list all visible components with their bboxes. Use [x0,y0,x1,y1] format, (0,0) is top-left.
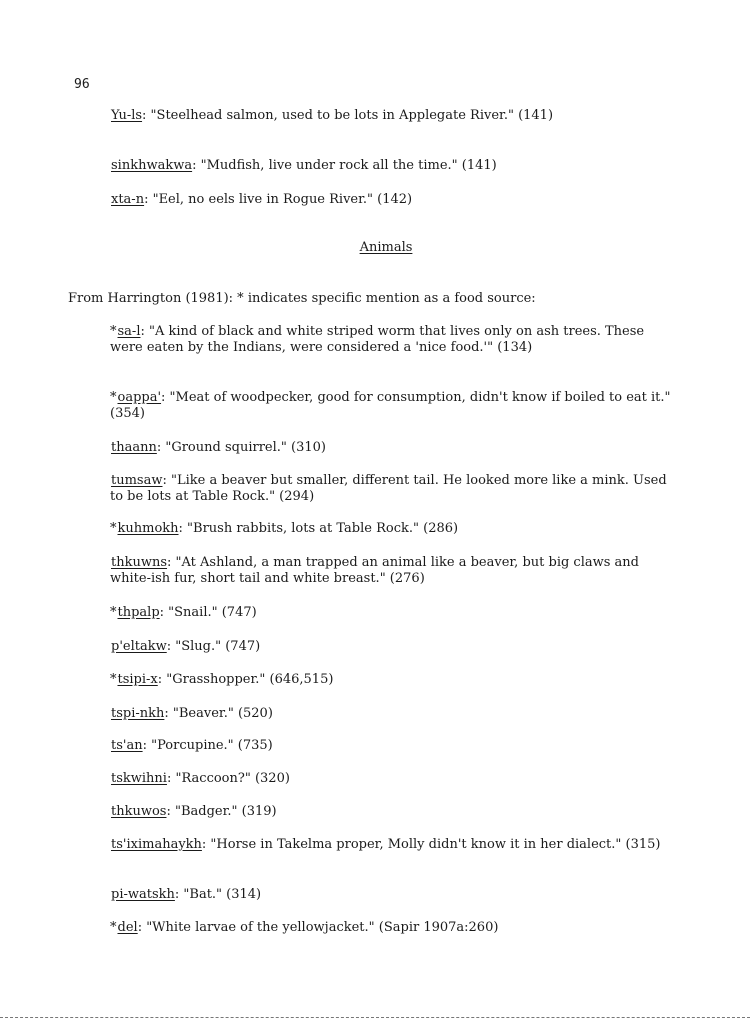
entry-term: ts'an [111,738,143,753]
entry-term: thaann [111,440,157,455]
entry-tskwihni [110,771,676,787]
entry-term: tumsaw [111,473,163,488]
entry-text: : "Eel, no eels live in Rogue River." (142) [144,192,413,207]
entry-tsiximahaykh [110,837,676,853]
entry-text: : "Slug." (747) [166,639,261,654]
entry-pi-watskh [110,887,676,903]
entry-thkuwns [110,555,676,587]
entry-thkuwos [110,804,676,820]
entry-text: : "Mudfish, live under rock all the time." (141) [192,158,497,173]
section-heading [0,240,750,255]
entry-term: ts'iximahaykh [111,837,202,852]
entry-yu-ls [110,108,676,124]
entry-thpalp [110,605,676,621]
entry-tspi-nkh [110,706,676,722]
entry-term: tsipi-x [117,672,158,687]
food-marker: * [110,920,117,935]
entry-tsan [110,738,676,754]
entry-xta-n [110,192,676,208]
food-marker: * [110,605,117,620]
entry-term: thkuwos [111,804,167,819]
entry-text: : "Raccoon?" (320) [166,771,290,786]
entry-text: : "Meat of woodpecker, good for consumption, didn't know if boiled to eat it." (354) [110,390,671,421]
entry-sinkhwakwa [110,158,676,174]
entry-term: thkuwns [111,555,168,570]
entry-text: : "Ground squirrel." (310) [156,440,326,455]
food-marker: * [110,672,117,687]
food-marker: * [110,521,117,536]
entry-text: : "Beaver." (520) [164,706,273,721]
food-marker: * [110,390,117,405]
entry-term: Yu-ls [111,108,143,123]
entry-term: sinkhwakwa [111,158,193,173]
entry-term: sa-l [117,324,141,339]
entry-text: : "Horse in Takelma proper, Molly didn't know it in her dialect." (315) [201,837,661,852]
entry-thaann [110,440,676,456]
entry-term: xta-n [111,192,145,207]
entry-term: pi-watskh [111,887,175,902]
entry-term: tskwihni [111,771,167,786]
entry-peltakw [110,639,676,655]
entry-text: : "White larvae of the yellowjacket." (Sapir 1907a:260) [137,920,499,935]
page-number: 96 [74,77,90,92]
entry-oappa [110,390,676,422]
entry-text: : "Porcupine." (735) [142,738,273,753]
entry-del [110,920,676,936]
entry-sa-l [110,324,676,356]
entry-text: : "Grasshopper." (646,515) [157,672,334,687]
food-marker: * [110,324,117,339]
entry-kuhmokh [110,521,676,537]
entry-tumsaw [110,473,676,505]
entry-term: tspi-nkh [111,706,165,721]
entry-text: : "Brush rabbits, lots at Table Rock." (286) [178,521,459,536]
entry-text: : "Badger." (319) [166,804,277,819]
entry-term: thpalp [117,605,160,620]
entry-tsipi-x [110,672,676,688]
entry-term: p'eltakw [111,639,167,654]
entry-text: : "At Ashland, a man trapped an animal like a beaver, but big claws and white-ish fur, short tail and white breast." (276) [110,555,639,586]
page-bottom-rule [0,1017,750,1018]
entry-text: : "Like a beaver but smaller, different tail. He looked more like a mink. Used to be lots at Table Rock." (294) [110,473,667,504]
intro-line: From Harrington (1981): * indicates specific mention as a food source: [68,291,536,306]
entry-text: : "Bat." (314) [174,887,262,902]
entry-text: : "A kind of black and white striped worm that lives only on ash trees. These were eaten by the Indians, were considered a 'nice food.'" (134) [110,324,645,355]
entry-term: del [117,920,138,935]
entry-text: : "Steelhead salmon, used to be lots in Applegate River." (141) [142,108,554,123]
entry-term: oappa' [117,390,162,405]
section-heading-text: Animals [359,240,413,255]
entry-term: kuhmokh [117,521,179,536]
entry-text: : "Snail." (747) [159,605,257,620]
